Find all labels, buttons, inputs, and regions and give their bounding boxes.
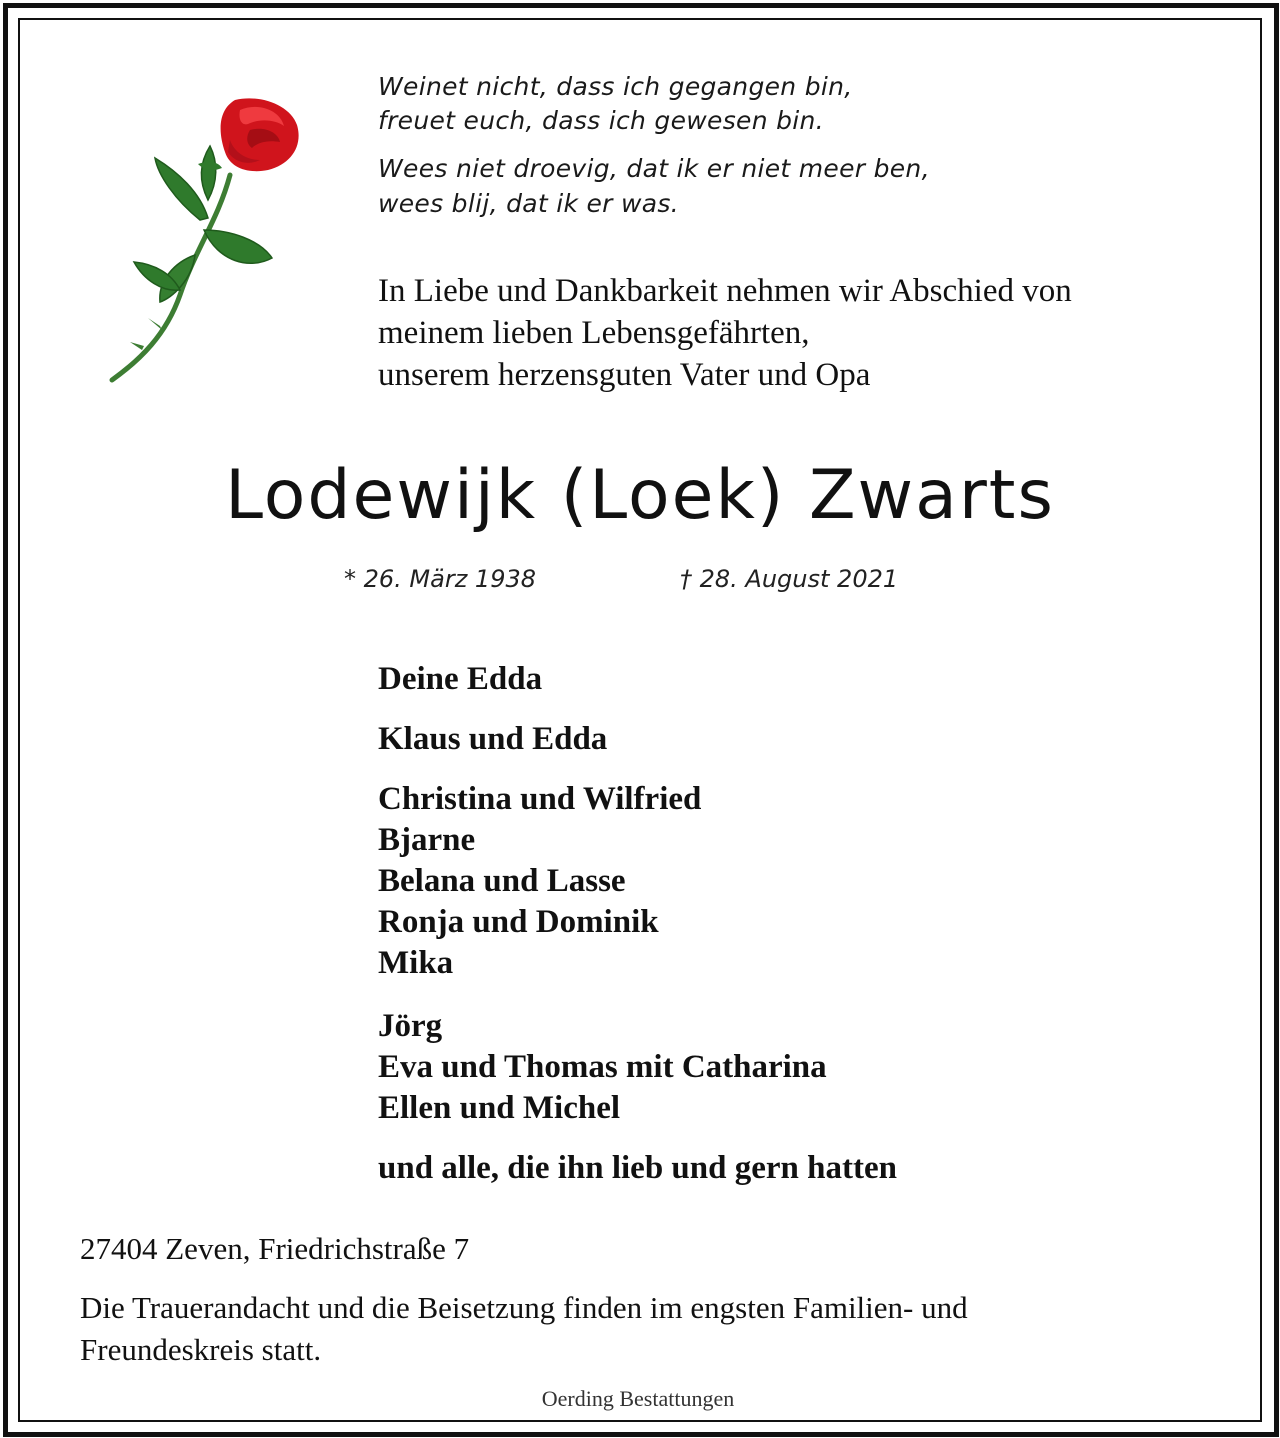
intro-line-1: In Liebe und Dankbarkeit nehmen wir Abschied von — [378, 273, 1072, 309]
mourner-line: Mika — [378, 945, 454, 981]
mourner-line: Klaus und Edda — [378, 721, 608, 757]
mourner-line: Jörg — [378, 1008, 443, 1044]
deceased-name: Lodewijk (Loek) Zwarts — [225, 456, 1055, 535]
birth-date: * 26. März 1938 — [344, 565, 537, 593]
poem-german-line-1: Weinet nicht, dass ich gegangen bin, — [378, 72, 853, 101]
poem-dutch-line-2: wees blij, dat ik er was. — [378, 189, 679, 218]
service-note-line-2: Freundeskreis statt. — [80, 1332, 322, 1367]
mourner-line: Bjarne — [378, 822, 476, 858]
mourner-line: Deine Edda — [378, 661, 543, 697]
intro-line-3: unserem herzensguten Vater und Opa — [378, 357, 871, 393]
service-note-line-1: Die Trauerandacht und die Beisetzung finden im engsten Familien- und — [80, 1290, 968, 1325]
mourner-line: Ronja und Dominik — [378, 904, 659, 940]
mourner-line: Eva und Thomas mit Catharina — [378, 1049, 827, 1085]
mourner-line: und alle, die ihn lieb und gern hatten — [378, 1150, 897, 1186]
poem-german-line-2: freuet euch, dass ich gewesen bin. — [378, 106, 824, 135]
address: 27404 Zeven, Friedrichstraße 7 — [80, 1231, 470, 1266]
intro-line-2: meinem lieben Lebensgefährten, — [378, 315, 810, 351]
poem-dutch-line-1: Wees niet droevig, dat ik er niet meer ben, — [378, 154, 930, 183]
mourner-line: Ellen und Michel — [378, 1090, 621, 1126]
death-date: † 28. August 2021 — [680, 565, 899, 593]
rose-image — [100, 80, 320, 400]
mourner-line: Christina und Wilfried — [378, 781, 702, 817]
mourner-line: Belana und Lasse — [378, 863, 626, 899]
funeral-home: Oerding Bestattungen — [541, 1386, 735, 1411]
